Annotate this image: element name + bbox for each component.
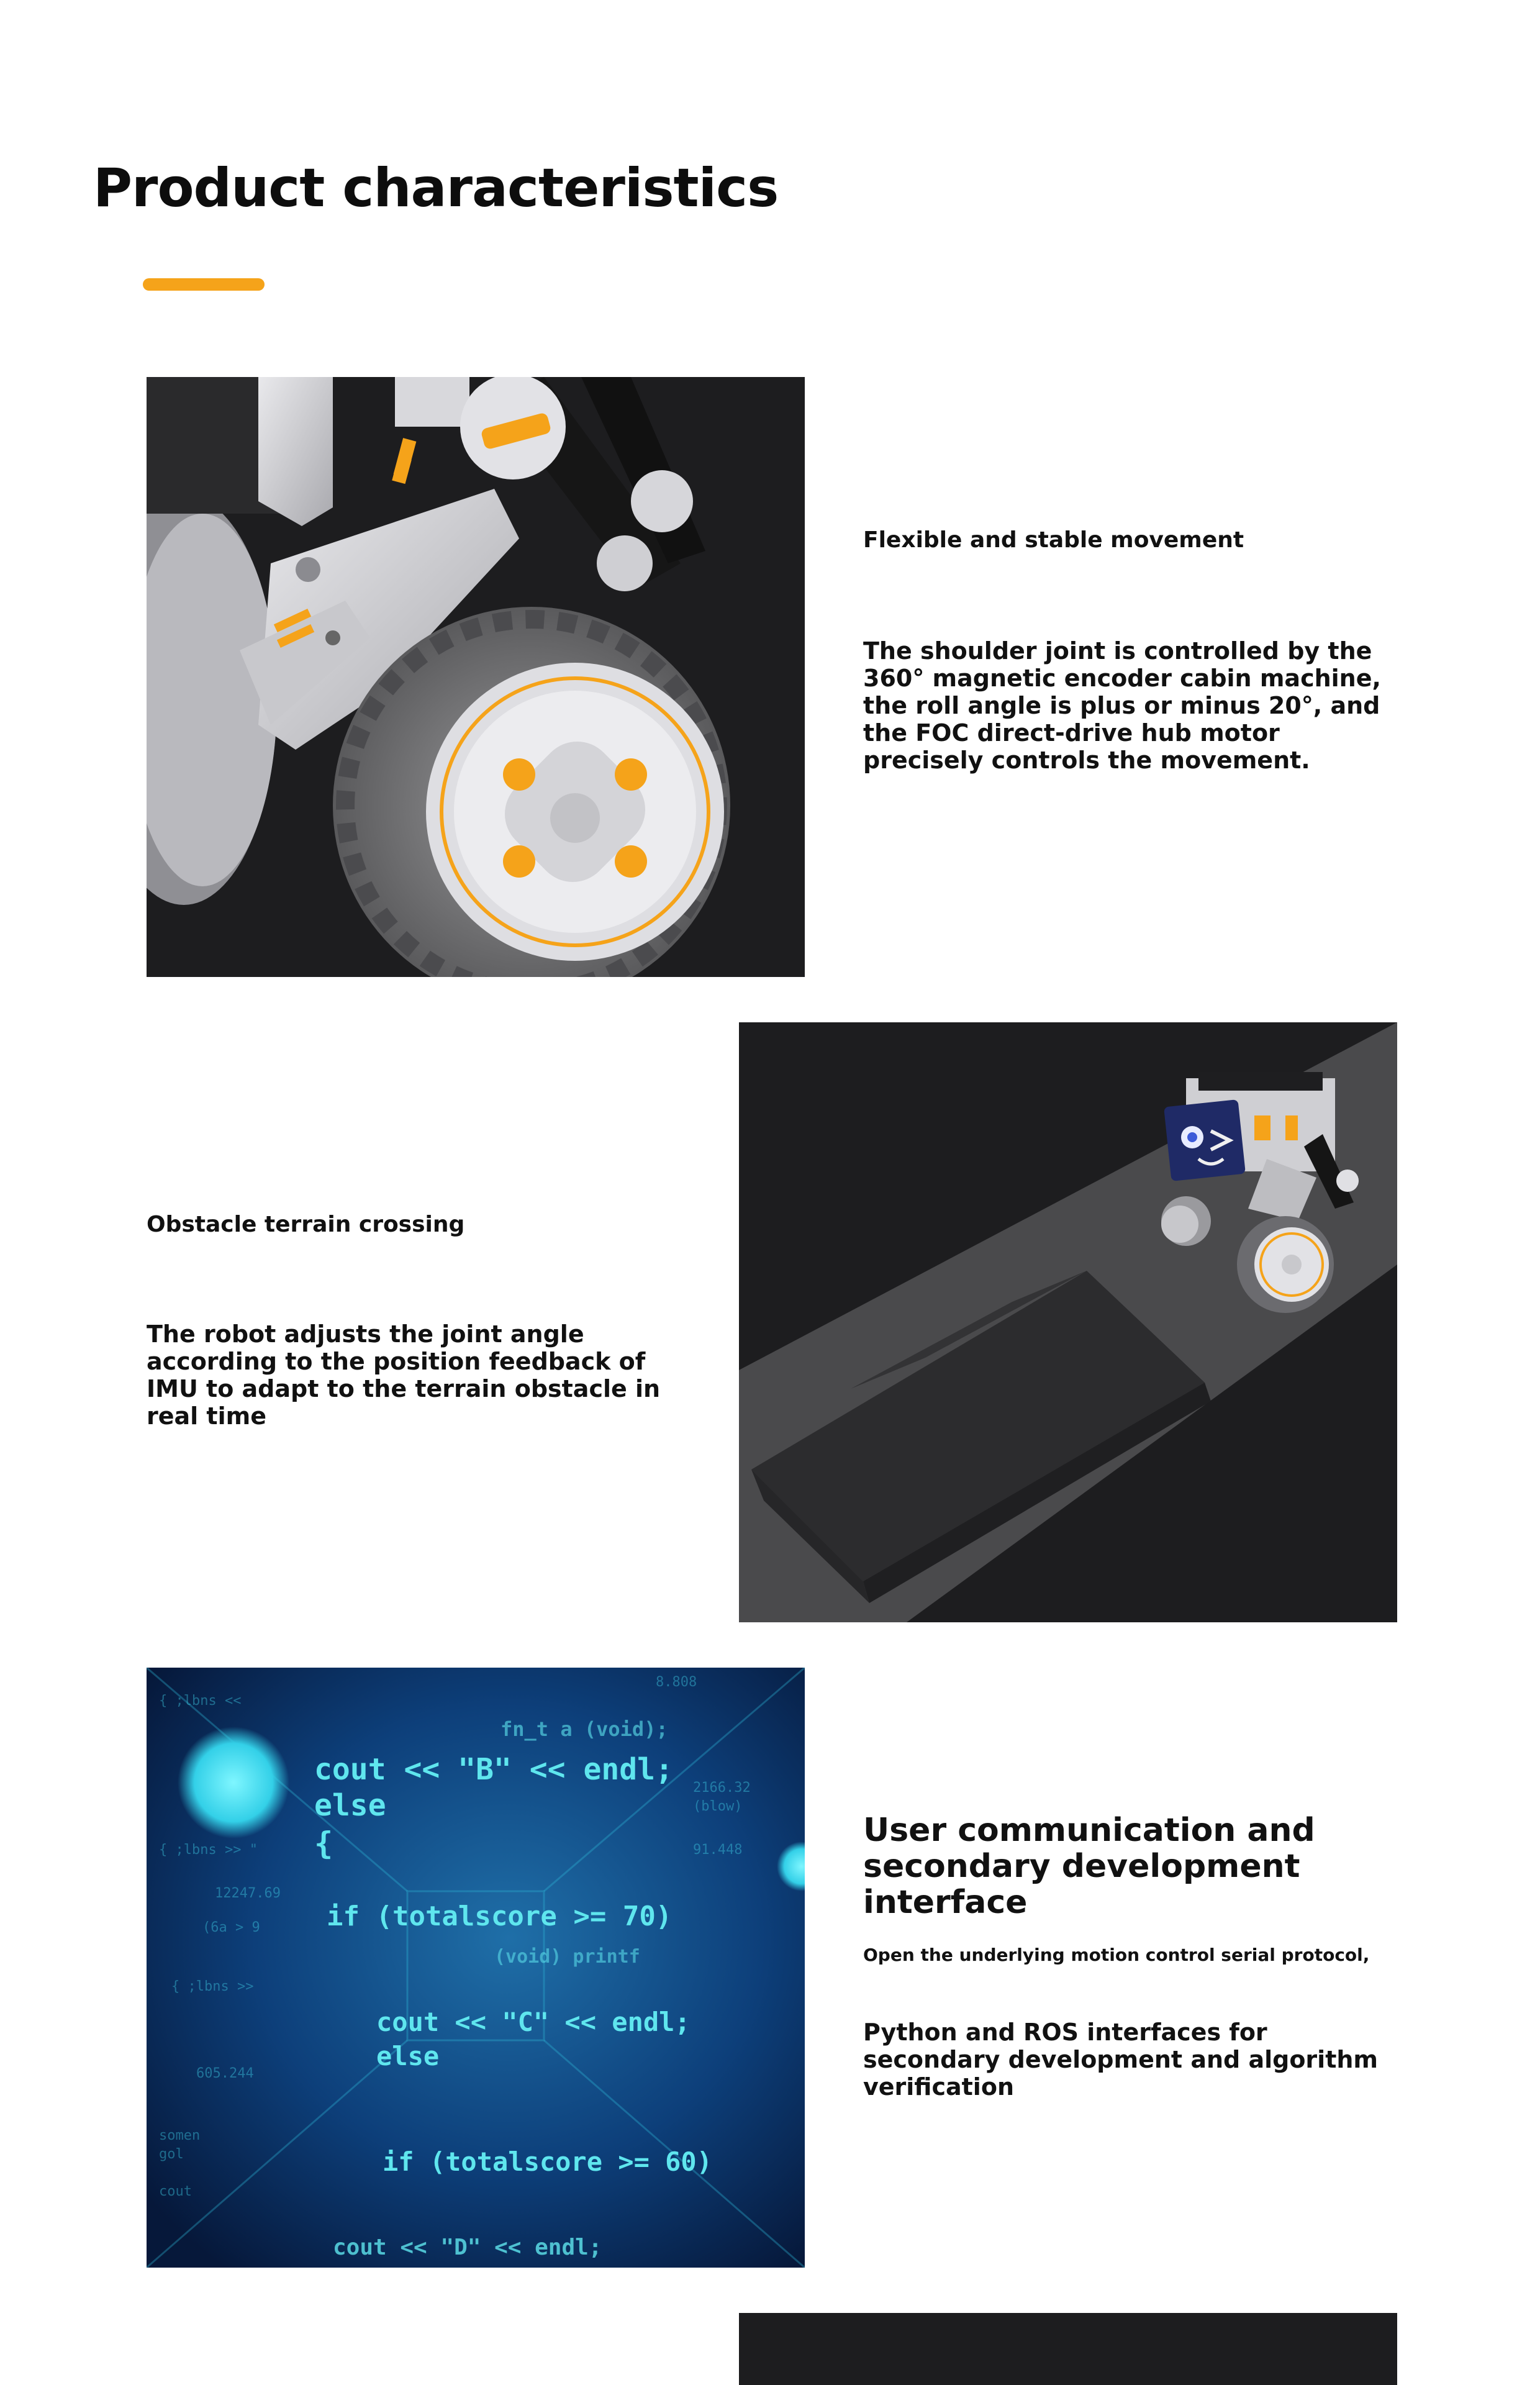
svg-text:(blow): (blow) — [693, 1799, 743, 1814]
feature-2-image — [739, 1022, 1397, 1622]
svg-text:8.808: 8.808 — [656, 1674, 697, 1690]
feature-2-body: The robot adjusts the joint angle according to the position feedback of IMU to adapt to the terrain obstacle in real time — [147, 1320, 661, 1430]
code-glyph-4: if (totalscore >= 70) — [327, 1901, 673, 1932]
code-glyph-8: fn_t a (void); — [500, 1717, 668, 1741]
code-glyph-9: if (totalscore >= 60) — [383, 2146, 713, 2177]
svg-text:gol: gol — [159, 2146, 184, 2162]
code-glyph-7: (void) printf — [494, 1946, 640, 1968]
feature-3-image — [147, 1668, 805, 2268]
title-accent-bar — [143, 278, 265, 291]
feature-4-image — [739, 2313, 1397, 2385]
feature-3-body: Python and ROS interfaces for secondary development and algorithm verification — [863, 2019, 1379, 2101]
feature-1-heading: Flexible and stable movement — [863, 527, 1244, 553]
robot-wheel-closeup-icon — [147, 377, 805, 977]
svg-text:somen: somen — [159, 2128, 201, 2143]
code-glyph-5: cout << "C" << endl; — [376, 2007, 691, 2037]
feature-2-heading: Obstacle terrain crossing — [147, 1212, 465, 1237]
code-glyph-3: { — [314, 1825, 333, 1861]
feature-3-subtext: Open the underlying motion control serial protocol, — [863, 1945, 1370, 1965]
svg-text:{ ;lbns >>: { ;lbns >> — [171, 1979, 254, 1994]
svg-text:(6a > 9: (6a > 9 — [202, 1920, 260, 1935]
svg-text:605.244: 605.244 — [196, 2066, 254, 2081]
code-glyph-1: cout << "B" << endl; — [314, 1752, 673, 1787]
page-title: Product characteristics — [93, 157, 779, 219]
code-glyph-6: else — [376, 2041, 440, 2071]
svg-text:{ ;lbns <<: { ;lbns << — [159, 1693, 242, 1709]
feature-1-image — [147, 377, 805, 977]
code-tunnel-icon — [147, 1668, 805, 2268]
svg-text:91.448: 91.448 — [693, 1842, 743, 1858]
svg-text:2166.32: 2166.32 — [693, 1780, 751, 1796]
feature-1-body: The shoulder joint is controlled by the 360° magnetic encoder cabin machine, the roll angle is plus or minus 20°, and the FOC direct-drive hub motor precisely controls the movement. — [863, 637, 1381, 774]
svg-text:12247.69: 12247.69 — [215, 1886, 281, 1901]
svg-text:{ ;lbns >> ": { ;lbns >> " — [159, 1842, 258, 1858]
robot-ramp-icon — [739, 1022, 1397, 1622]
code-glyph-2: else — [314, 1788, 386, 1823]
svg-text:cout: cout — [159, 2184, 192, 2199]
feature-3-heading: User communication and secondary development interface — [863, 1812, 1315, 1921]
code-glyph-10: cout << "D" << endl; — [333, 2235, 602, 2260]
